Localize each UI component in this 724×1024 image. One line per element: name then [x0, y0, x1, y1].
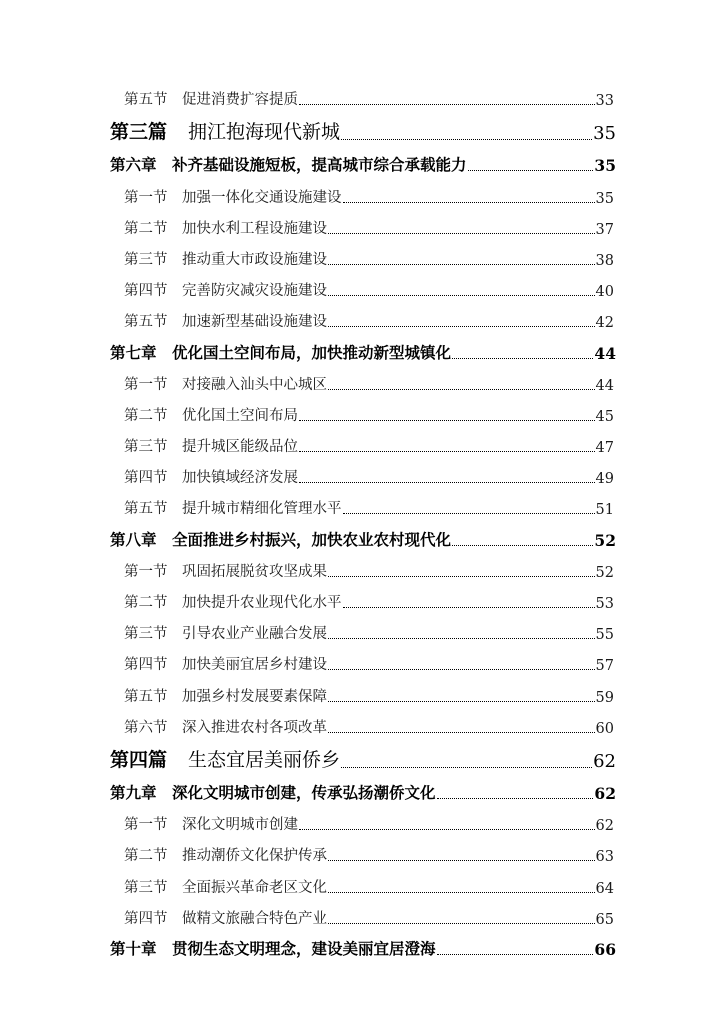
toc-entry-page-number: 45	[595, 408, 614, 425]
toc-entry-section[interactable]	[0, 305, 724, 336]
dot-leader	[328, 860, 595, 861]
toc-entry-section[interactable]	[0, 808, 724, 839]
toc-entry-page-number: 37	[595, 221, 614, 238]
toc-entry-title: 全面振兴革命老区文化	[182, 879, 327, 896]
toc-entry-page-number: 51	[595, 502, 614, 519]
toc-entry-title: 巩固拓展脱贫攻坚成果	[182, 563, 327, 580]
toc-entry-label: 第九章	[110, 782, 157, 802]
toc-entry-label: 第六章	[110, 155, 157, 175]
toc-entry-section[interactable]	[0, 617, 724, 648]
toc-entry-page-number: 65	[595, 911, 614, 928]
dot-leader	[328, 669, 595, 670]
dot-leader	[328, 732, 595, 733]
toc-entry-title: 生态宜居美丽侨乡	[188, 748, 341, 771]
toc-entry-title: 加快水利工程设施建设	[182, 220, 327, 237]
toc-entry-label: 第一节	[124, 563, 168, 580]
dot-leader	[341, 767, 592, 768]
toc-entry-page-number: 55	[595, 627, 614, 644]
toc-entry-part[interactable]	[0, 114, 724, 149]
toc-entry-label: 第四节	[124, 283, 168, 300]
toc-entry-section[interactable]	[0, 492, 724, 523]
toc-entry-chapter[interactable]	[0, 777, 724, 808]
toc-entry-chapter[interactable]	[0, 336, 724, 367]
toc-entry-label: 第四节	[124, 910, 168, 927]
toc-entry-title: 推动重大市政设施建设	[182, 251, 327, 268]
toc-entry-label: 第二节	[124, 848, 168, 865]
dot-leader	[437, 798, 594, 799]
dot-leader	[328, 638, 595, 639]
dot-leader	[299, 482, 595, 483]
toc-entry-title: 加快镇域经济发展	[182, 470, 298, 487]
dot-leader	[328, 389, 595, 390]
toc-entry-section[interactable]	[0, 555, 724, 586]
toc-entry-label: 第十章	[110, 938, 157, 958]
toc-entry-section[interactable]	[0, 679, 724, 710]
toc-entry-section[interactable]	[0, 83, 724, 114]
dot-leader	[452, 545, 593, 546]
toc-entry-page-number: 66	[594, 939, 616, 959]
toc-entry-title: 提升城区能级品位	[182, 439, 298, 456]
toc-entry-part[interactable]	[0, 742, 724, 777]
toc-entry-page-number: 38	[595, 252, 614, 269]
dot-leader	[343, 202, 595, 203]
toc-entry-title: 优化国土空间布局	[182, 407, 298, 424]
toc-entry-label: 第一节	[124, 189, 168, 206]
dot-leader	[452, 358, 593, 359]
toc-entry-title: 优化国土空间布局，加快推动新型城镇化	[172, 342, 452, 362]
toc-entry-section[interactable]	[0, 243, 724, 274]
dot-leader	[343, 607, 595, 608]
dot-leader	[341, 139, 592, 140]
toc-entry-title: 加快提升农业现代化水平	[182, 595, 342, 611]
toc-entry-title: 加速新型基础设施建设	[182, 314, 327, 331]
toc-entry-label: 第三篇	[110, 121, 168, 144]
toc-entry-section[interactable]	[0, 711, 724, 742]
dot-leader	[328, 233, 595, 234]
dot-leader	[328, 701, 595, 702]
toc-entry-label: 第四节	[124, 470, 168, 487]
dot-leader	[299, 829, 595, 830]
toc-entry-label: 第六节	[124, 719, 168, 736]
toc-entry-page-number: 35	[595, 190, 614, 207]
toc-entry-section[interactable]	[0, 368, 724, 399]
toc-entry-chapter[interactable]	[0, 523, 724, 554]
toc-entry-page-number: 33	[595, 93, 614, 110]
toc-entry-page-number: 44	[594, 343, 616, 363]
toc-entry-page-number: 52	[594, 530, 616, 550]
toc-entry-page-number: 52	[595, 564, 614, 581]
dot-leader	[328, 923, 595, 924]
toc-entry-title: 促进消费扩容提质	[182, 92, 298, 109]
toc-entry-label: 第四篇	[110, 748, 168, 771]
toc-entry-title: 深化文明城市创建	[182, 817, 298, 834]
toc-entry-label: 第五节	[124, 688, 168, 705]
toc-entry-section[interactable]	[0, 648, 724, 679]
toc-entry-title: 对接融入汕头中心城区	[182, 376, 327, 393]
toc-entry-page-number: 62	[595, 818, 614, 835]
toc-entry-section[interactable]	[0, 180, 724, 211]
toc-entry-section[interactable]	[0, 430, 724, 461]
toc-entry-title: 引导农业产业融合发展	[182, 626, 327, 643]
toc-entry-page-number: 60	[595, 720, 614, 737]
toc-entry-page-number: 57	[595, 658, 614, 675]
toc-entry-label: 第三节	[124, 439, 168, 456]
toc-entry-title: 贯彻生态文明理念，建设美丽宜居澄海	[172, 938, 436, 958]
dot-leader	[328, 326, 595, 327]
toc-entry-title: 提升城市精细化管理水平	[182, 501, 342, 518]
toc-entry-label: 第二节	[124, 220, 168, 237]
toc-entry-page-number: 64	[595, 880, 614, 897]
dot-leader	[299, 420, 595, 421]
toc-entry-section[interactable]	[0, 461, 724, 492]
toc-entry-title: 完善防灾减灾设施建设	[182, 283, 327, 300]
toc-entry-page-number: 62	[594, 783, 616, 803]
toc-entry-section[interactable]	[0, 586, 724, 617]
toc-entry-page-number: 40	[595, 284, 614, 301]
dot-leader	[299, 451, 595, 452]
toc-entry-label: 第七章	[110, 342, 157, 362]
toc-entry-page-number: 62	[593, 750, 616, 772]
toc-entry-page-number: 53	[595, 596, 614, 612]
toc-entry-page-number: 35	[593, 123, 616, 145]
toc-entry-page-number: 44	[595, 377, 614, 394]
toc-entry-title: 深化文明城市创建，传承弘扬潮侨文化	[172, 782, 436, 802]
toc-entry-page-number: 47	[595, 440, 614, 457]
dot-leader	[328, 892, 595, 893]
toc-entry-chapter[interactable]	[0, 933, 724, 964]
toc-entry-title: 加快美丽宜居乡村建设	[182, 657, 327, 674]
dot-leader	[299, 104, 595, 105]
toc-entry-label: 第一节	[124, 817, 168, 834]
toc-entry-chapter[interactable]	[0, 149, 724, 180]
toc-entry-title: 全面推进乡村振兴，加快农业农村现代化	[172, 529, 452, 549]
toc-entry-title: 拥江抱海现代新城	[188, 121, 341, 144]
toc-entry-page-number: 35	[594, 156, 616, 176]
toc-entry-page-number: 49	[595, 471, 614, 488]
toc-entry-section[interactable]	[0, 870, 724, 901]
dot-leader	[328, 576, 595, 577]
toc-entry-title: 推动潮侨文化保护传承	[182, 848, 327, 865]
toc-entry-label: 第一节	[124, 376, 168, 393]
toc-entry-title: 深入推进农村各项改革	[182, 719, 327, 736]
table-of-contents	[0, 83, 724, 964]
toc-entry-label: 第四节	[124, 657, 168, 674]
toc-entry-label: 第五节	[124, 314, 168, 331]
toc-entry-section[interactable]	[0, 839, 724, 870]
toc-entry-page-number: 63	[595, 849, 614, 866]
dot-leader	[437, 954, 594, 955]
toc-entry-label: 第二节	[124, 595, 168, 611]
toc-entry-title: 加强乡村发展要素保障	[182, 688, 327, 705]
toc-entry-page-number: 59	[595, 689, 614, 706]
toc-entry-section[interactable]	[0, 902, 724, 933]
toc-entry-label: 第二节	[124, 407, 168, 424]
toc-entry-label: 第五节	[124, 92, 168, 109]
toc-entry-page-number: 42	[595, 315, 614, 332]
toc-entry-title: 补齐基础设施短板，提高城市综合承载能力	[172, 155, 467, 175]
toc-entry-section[interactable]	[0, 274, 724, 305]
dot-leader	[343, 513, 595, 514]
toc-entry-title: 做精文旅融合特色产业	[182, 910, 327, 927]
toc-entry-section[interactable]	[0, 212, 724, 243]
toc-entry-label: 第五节	[124, 501, 168, 518]
toc-entry-label: 第三节	[124, 879, 168, 896]
toc-entry-section[interactable]	[0, 399, 724, 430]
dot-leader	[328, 264, 595, 265]
toc-entry-label: 第八章	[110, 529, 157, 549]
dot-leader	[468, 170, 594, 171]
toc-entry-label: 第三节	[124, 251, 168, 268]
toc-entry-label: 第三节	[124, 626, 168, 643]
dot-leader	[328, 295, 595, 296]
toc-entry-title: 加强一体化交通设施建设	[182, 189, 342, 206]
